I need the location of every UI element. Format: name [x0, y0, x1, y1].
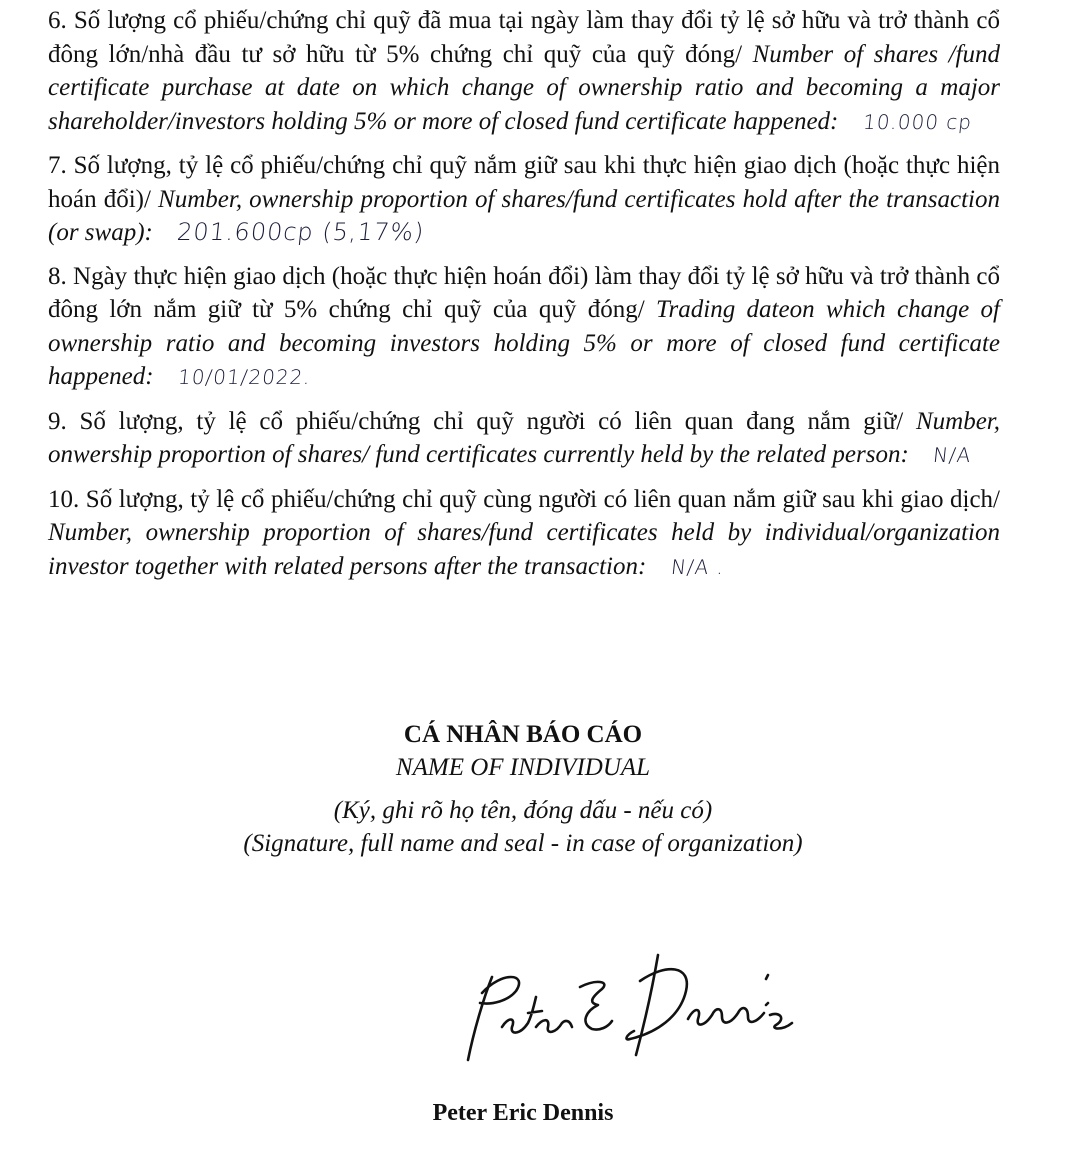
signature-note-en: (Signature, full name and seal - in case of organization)	[243, 830, 803, 857]
item-10-vi: 10. Số lượng, tỷ lệ cổ phiếu/chứng chỉ quỹ cùng người có liên quan nắm giữ sau khi giao dịch/	[48, 485, 1000, 513]
item-7	[48, 149, 1000, 250]
item-6-en: Number of shares /fund certificate purchase at date on which change of ownership ratio and becoming a major shareholder/investors holding 5% or more of closed fund certificate happened:	[48, 40, 1000, 135]
item-9	[48, 405, 1000, 473]
signer-name: Peter Eric Dennis	[432, 1100, 614, 1126]
item-6-vi: 6. Số lượng cổ phiếu/chứng chỉ quỹ đã mua tại ngày làm thay đổi tỷ lệ sở hữu và trở thành cổ đông lớn/nhà đầu tư sở hữu từ 5% chứng chỉ quỹ của quỹ đóng/	[48, 7, 1000, 68]
item-10	[48, 483, 1000, 585]
item-8-handwritten-value: 10/01/2022.	[176, 365, 312, 389]
item-7-handwritten-value: 201.600cp (5,17%)	[175, 218, 426, 246]
item-8-vi: 8. Ngày thực hiện giao dịch (hoặc thực hiện hoán đổi) làm thay đổi tỷ lệ sở hữu và trở thành cổ đông lớn nắm giữ từ 5% chứng chỉ quỹ của quỹ đóng/	[48, 262, 1000, 323]
item-6-handwritten-value: 10.000 cp	[861, 109, 974, 134]
item-9-vi: 9. Số lượng, tỷ lệ cổ phiếu/chứng chỉ quỹ người có liên quan đang nắm giữ/	[48, 407, 904, 435]
item-7-vi: 7. Số lượng, tỷ lệ cổ phiếu/chứng chỉ quỹ nắm giữ sau khi thực hiện giao dịch (hoặc thực hiện hoán đổi)/	[48, 152, 1000, 213]
item-8	[48, 260, 1000, 395]
item-10-handwritten-value: N/A .	[669, 554, 726, 579]
item-9-en: Number, onwership proportion of shares/ fund certificates currently held by the related person:	[48, 407, 1001, 468]
item-10-en: Number, ownership proportion of shares/fund certificates held by individual/organization investor together with related persons after the transaction:	[48, 519, 1000, 580]
reporter-block	[200, 718, 846, 860]
reporter-title: CÁ NHÂN BÁO CÁO	[403, 721, 643, 748]
item-6	[48, 4, 1000, 139]
report-items	[48, 4, 1000, 594]
signature-note-vi: (Ký, ghi rõ họ tên, đóng dấu - nếu có)	[333, 797, 713, 824]
handwritten-signature	[430, 935, 830, 1075]
item-7-en: Number, ownership proportion of shares/fund certificates hold after the transaction (or swap):	[48, 185, 1000, 246]
reporter-title-en: NAME OF INDIVIDUAL	[395, 754, 651, 781]
item-8-en: Trading dateon which change of ownership ratio and becoming investors holding 5% or more of closed fund certificate happened:	[48, 296, 1000, 390]
item-9-handwritten-value: N/A	[931, 443, 973, 467]
